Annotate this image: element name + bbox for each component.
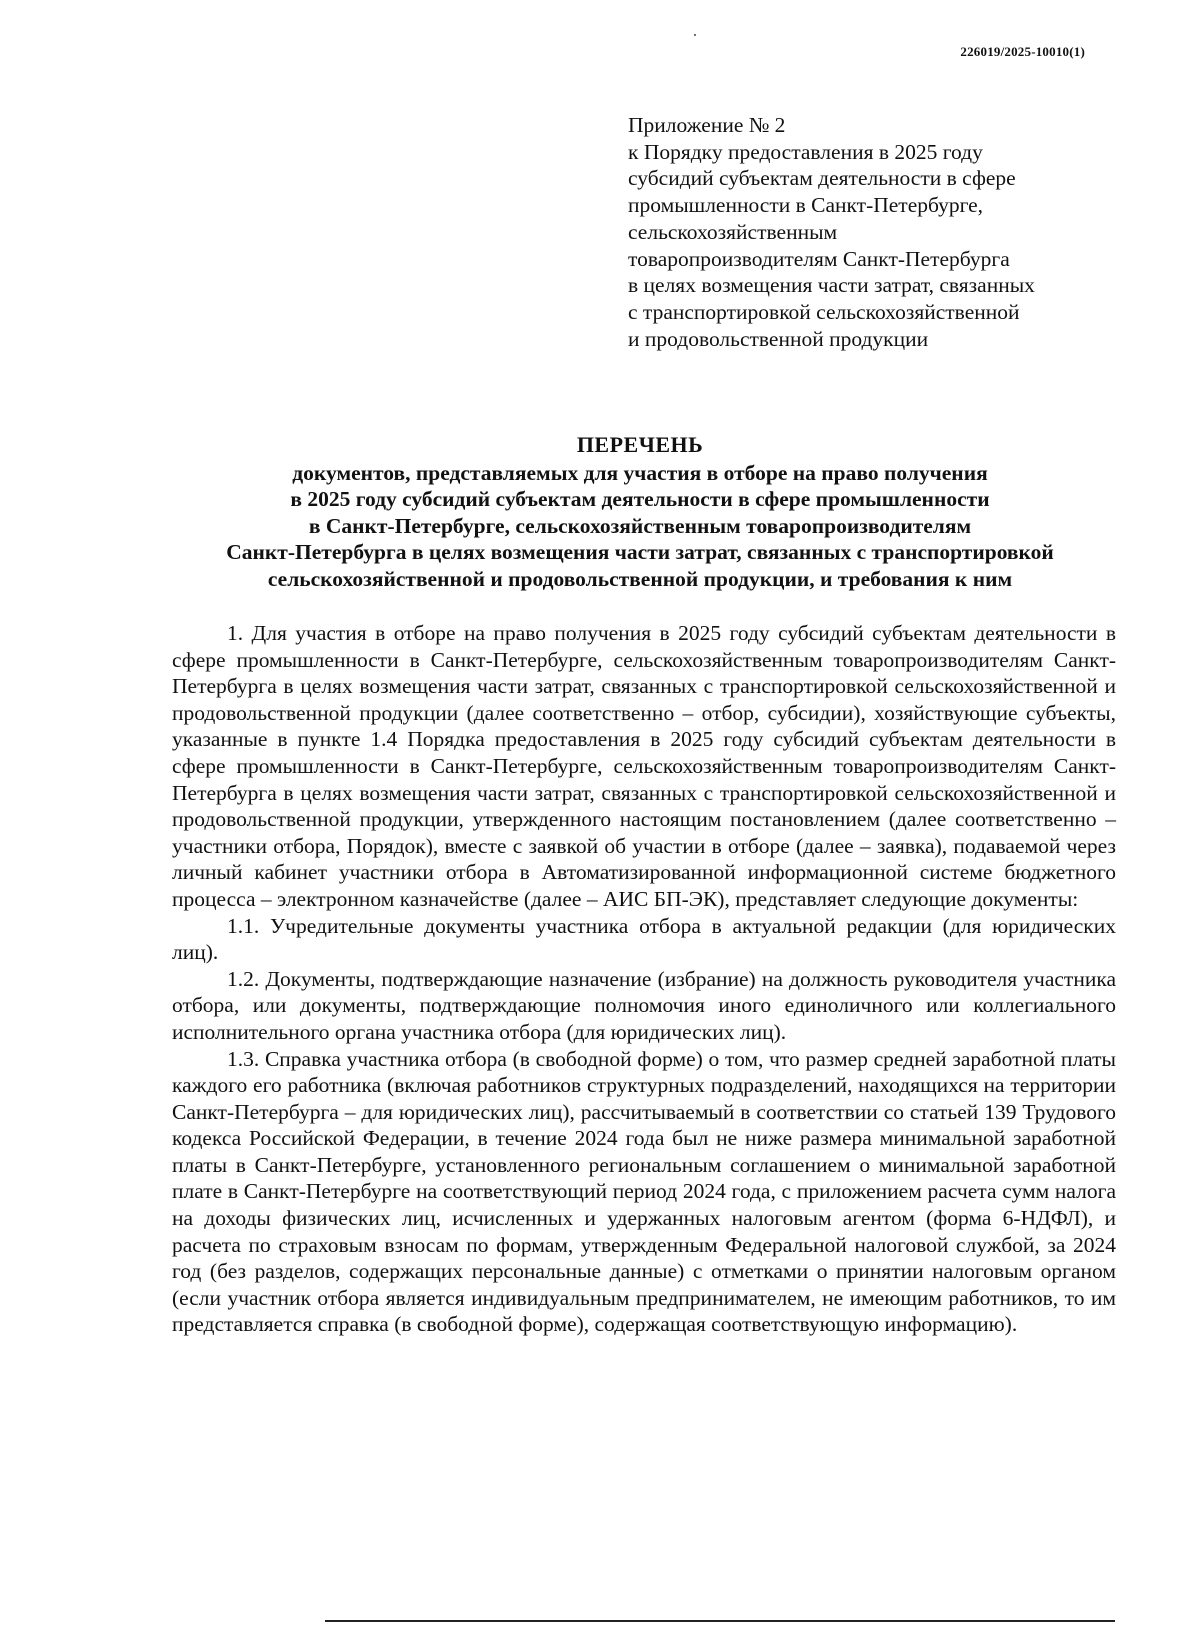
appendix-line: товаропроизводителям Санкт-Петербурга	[628, 246, 1010, 271]
title-line: в 2025 году субсидий субъектам деятельности в сфере промышленности	[290, 487, 990, 511]
appendix-line: промышленности в Санкт-Петербурге,	[628, 193, 984, 218]
appendix-line: в целях возмещения части затрат, связанных	[628, 273, 1035, 298]
appendix-line: субсидий субъектам деятельности в сфере	[628, 166, 1016, 191]
title-line: в Санкт-Петербурге, сельскохозяйственным товаропроизводителям	[308, 513, 972, 538]
title-line: документов, представляемых для участия в отборе на право получения	[292, 460, 988, 485]
appendix-line: Приложение № 2	[628, 113, 786, 137]
document-body	[172, 620, 1116, 1338]
bottom-divider	[325, 1620, 1115, 1622]
title-line: сельскохозяйственной и продовольственной продукции, и требования к ним	[267, 566, 1013, 591]
document-number: 226019/2025-10010(1)	[960, 44, 1085, 59]
appendix-line: с транспортировкой сельскохозяйственной	[628, 299, 1020, 324]
appendix-line: сельскохозяйственным	[628, 219, 838, 244]
paragraph-1-3: 1.3. Справка участника отбора (в свободной форме) о том, что размер средней заработной платы каждого его работника (включая работников структурных подразделений, находящихся на территории Санкт-Петербурга – для юридических лиц), рассчитываемый в соответствии со статьей 139 Трудового кодекса Российской Федерации, в течение 2024 года был не ниже размера минимальной заработной платы в Санкт-Петербурге, установленного региональным соглашением о минимальной заработной плате в Санкт-Петербурге на соответствующий период 2024 года, с приложением расчета сумм налога на доходы физических лиц, исчисленных и удержанных налоговым агентом (форма 6-НДФЛ), и расчета по страховым взносам по формам, утвержденным Федеральной налоговой службой, за 2024 год (без разделов, содержащих персональные данные) с отметками о принятии налоговым органом (если участник отбора является индивидуальным предпринимателем, не имеющим работников, то им представляется справка (в свободной форме), содержащая соответствующую информацию).	[172, 1046, 1116, 1337]
appendix-block	[628, 112, 1128, 352]
title-main: ПЕРЕЧЕНЬ	[576, 432, 704, 457]
appendix-line: и продовольственной продукции	[628, 326, 929, 351]
paragraph-1-1: 1.1. Учредительные документы участника отбора в актуальной редакции (для юридических лиц).	[172, 913, 1116, 965]
appendix-line: к Порядку предоставления в 2025 году	[628, 139, 983, 164]
title-line: Санкт-Петербурга в целях возмещения части затрат, связанных с транспортировкой	[226, 540, 1054, 564]
document-title	[100, 432, 1180, 592]
paragraph-1: 1. Для участия в отборе на право получения в 2025 году субсидий субъектам деятельности в сфере промышленности в Санкт-Петербурге, сельскохозяйственным товаропроизводителям Санкт-Петербурга в целях возмещения части затрат, связанных с транспортировкой сельскохозяйственной и продовольственной продукции (далее соответственно – отбор, субсидии), хозяйствующие субъекты, указанные в пункте 1.4 Порядка предоставления в 2025 году субсидий субъектам деятельности в сфере промышленности в Санкт-Петербурге, сельскохозяйственным товаропроизводителям Санкт-Петербурга в целях возмещения части затрат, связанных с транспортировкой сельскохозяйственной и продовольственной продукции, утвержденного настоящим постановлением (далее соответственно – участники отбора, Порядок), вместе с заявкой об участии в отборе (далее – заявка), подаваемой через личный кабинет участники отбора в Автоматизированной информационной системе бюджетного процесса – электронном казначействе (далее – АИС БП-ЭК), представляет следующие документы:	[172, 621, 1116, 911]
paragraph-1-2: 1.2. Документы, подтверждающие назначение (избрание) на должность руководителя участника отбора, или документы, подтверждающие полномочия иного единоличного или коллегиального исполнительного органа участника отбора (для юридических лиц).	[172, 966, 1116, 1044]
scan-speck	[694, 34, 696, 36]
